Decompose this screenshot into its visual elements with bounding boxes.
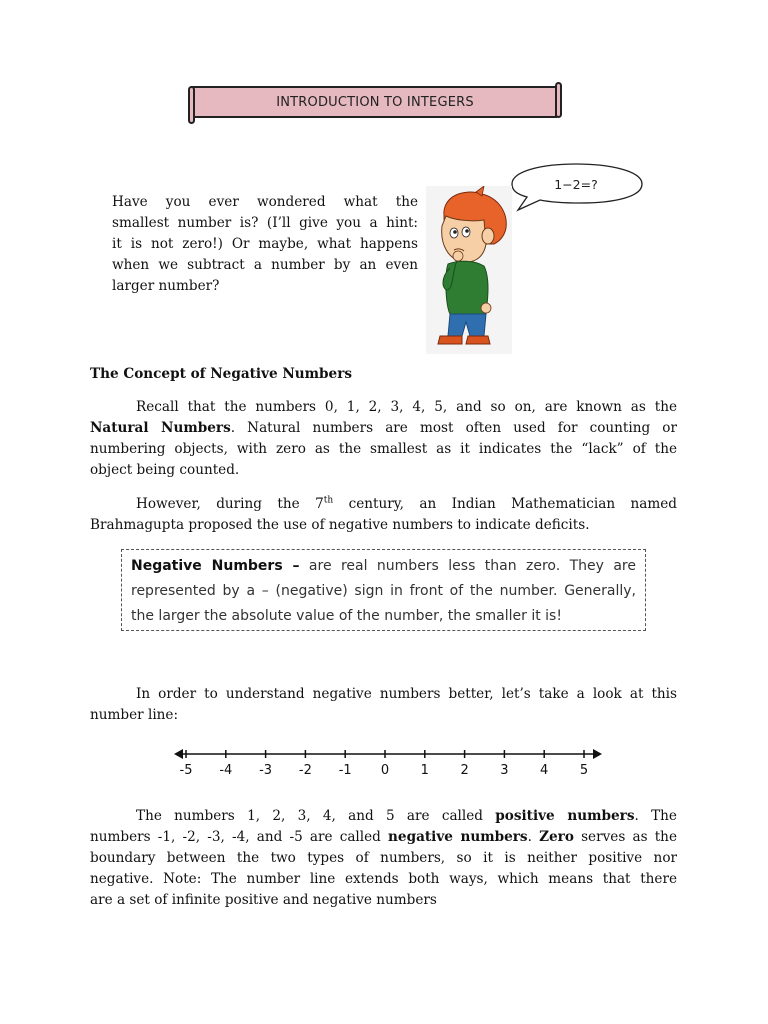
- title-banner: [188, 82, 562, 124]
- natural-numbers-paragraph: [90, 397, 677, 481]
- number-line-label: 4: [540, 763, 549, 778]
- number-line-label: -4: [219, 763, 233, 778]
- number-line-graphic: [172, 742, 604, 782]
- paragraph-line: However, during the 7th century, an Indian Mathematician named: [136, 495, 677, 512]
- zero-term: Zero: [539, 829, 574, 845]
- positive-numbers-term: positive numbers: [495, 808, 635, 824]
- number-line: [172, 742, 604, 782]
- intro-line: Have you ever wondered what the: [112, 194, 418, 210]
- intro-line: smallest number is? (I’ll give you a hint:: [112, 215, 418, 231]
- paragraph-line: object being counted.: [90, 462, 240, 478]
- speech-bubble: [510, 163, 645, 243]
- number-line-label: -3: [259, 763, 273, 778]
- intro-line: when we subtract a number by an even: [112, 257, 418, 273]
- thinking-boy-illustration: [424, 186, 514, 354]
- definition-line: the larger the absolute value of the number, the smaller it is!: [131, 608, 562, 624]
- paragraph-line: Recall that the numbers 0, 1, 2, 3, 4, 5, and so on, are known as the: [136, 399, 677, 415]
- positive-negative-paragraph: [90, 806, 677, 911]
- page-title: INTRODUCTION TO INTEGERS: [276, 95, 474, 110]
- intro-line: it is not zero!) Or maybe, what happens: [112, 236, 418, 252]
- bubble-text: 1−2=?: [554, 177, 598, 192]
- natural-numbers-term: Natural Numbers: [90, 420, 231, 436]
- paragraph-line: are a set of infinite positive and negative numbers: [90, 892, 437, 908]
- definition-line: Negative Numbers – are real numbers less than zero. They are: [131, 558, 636, 574]
- section-heading: The Concept of Negative Numbers: [90, 366, 353, 382]
- definition-line: represented by a – (negative) sign in front of the number. Generally,: [131, 583, 636, 599]
- paragraph-line: The numbers 1, 2, 3, 4, and 5 are called positive numbers. The: [136, 808, 677, 824]
- number-line-label: -2: [298, 763, 312, 778]
- right-arrow-icon: [593, 749, 602, 759]
- negative-numbers-term: negative numbers: [388, 829, 528, 845]
- intro-paragraph: [112, 192, 418, 297]
- definition-term: Negative Numbers –: [131, 558, 300, 574]
- paragraph-line: Natural Numbers. Natural numbers are most often used for counting or: [90, 420, 677, 436]
- paragraph-line: boundary between the two types of numbers, so it is neither positive nor: [90, 850, 677, 866]
- definition-box: [121, 549, 646, 631]
- brahmagupta-paragraph: [90, 494, 677, 536]
- paragraph-line: Brahmagupta proposed the use of negative numbers to indicate deficits.: [90, 517, 590, 533]
- number-line-label: 2: [460, 763, 469, 778]
- number-line-label: 5: [579, 763, 589, 778]
- paragraph-line: In order to understand negative numbers better, let’s take a look at this: [136, 686, 677, 702]
- number-line-label: 3: [500, 763, 509, 778]
- paragraph-line: number line:: [90, 707, 179, 723]
- paragraph-line: numbers -1, -2, -3, -4, and -5 are called negative numbers. Zero serves as the: [90, 829, 677, 845]
- number-line-label: -5: [179, 763, 193, 778]
- paragraph-line: numbering objects, with zero as the smallest as it indicates the “lack” of the: [90, 441, 677, 457]
- number-line-label: 1: [420, 763, 429, 778]
- speech-bubble-shape: [510, 163, 645, 243]
- left-arrow-icon: [174, 749, 183, 759]
- number-line-label: -1: [338, 763, 352, 778]
- number-line-label: 0: [380, 763, 390, 778]
- paragraph-line: negative. Note: The number line extends both ways, which means that there: [90, 871, 677, 887]
- intro-line: larger number?: [112, 278, 220, 294]
- number-line-intro-paragraph: [90, 684, 677, 726]
